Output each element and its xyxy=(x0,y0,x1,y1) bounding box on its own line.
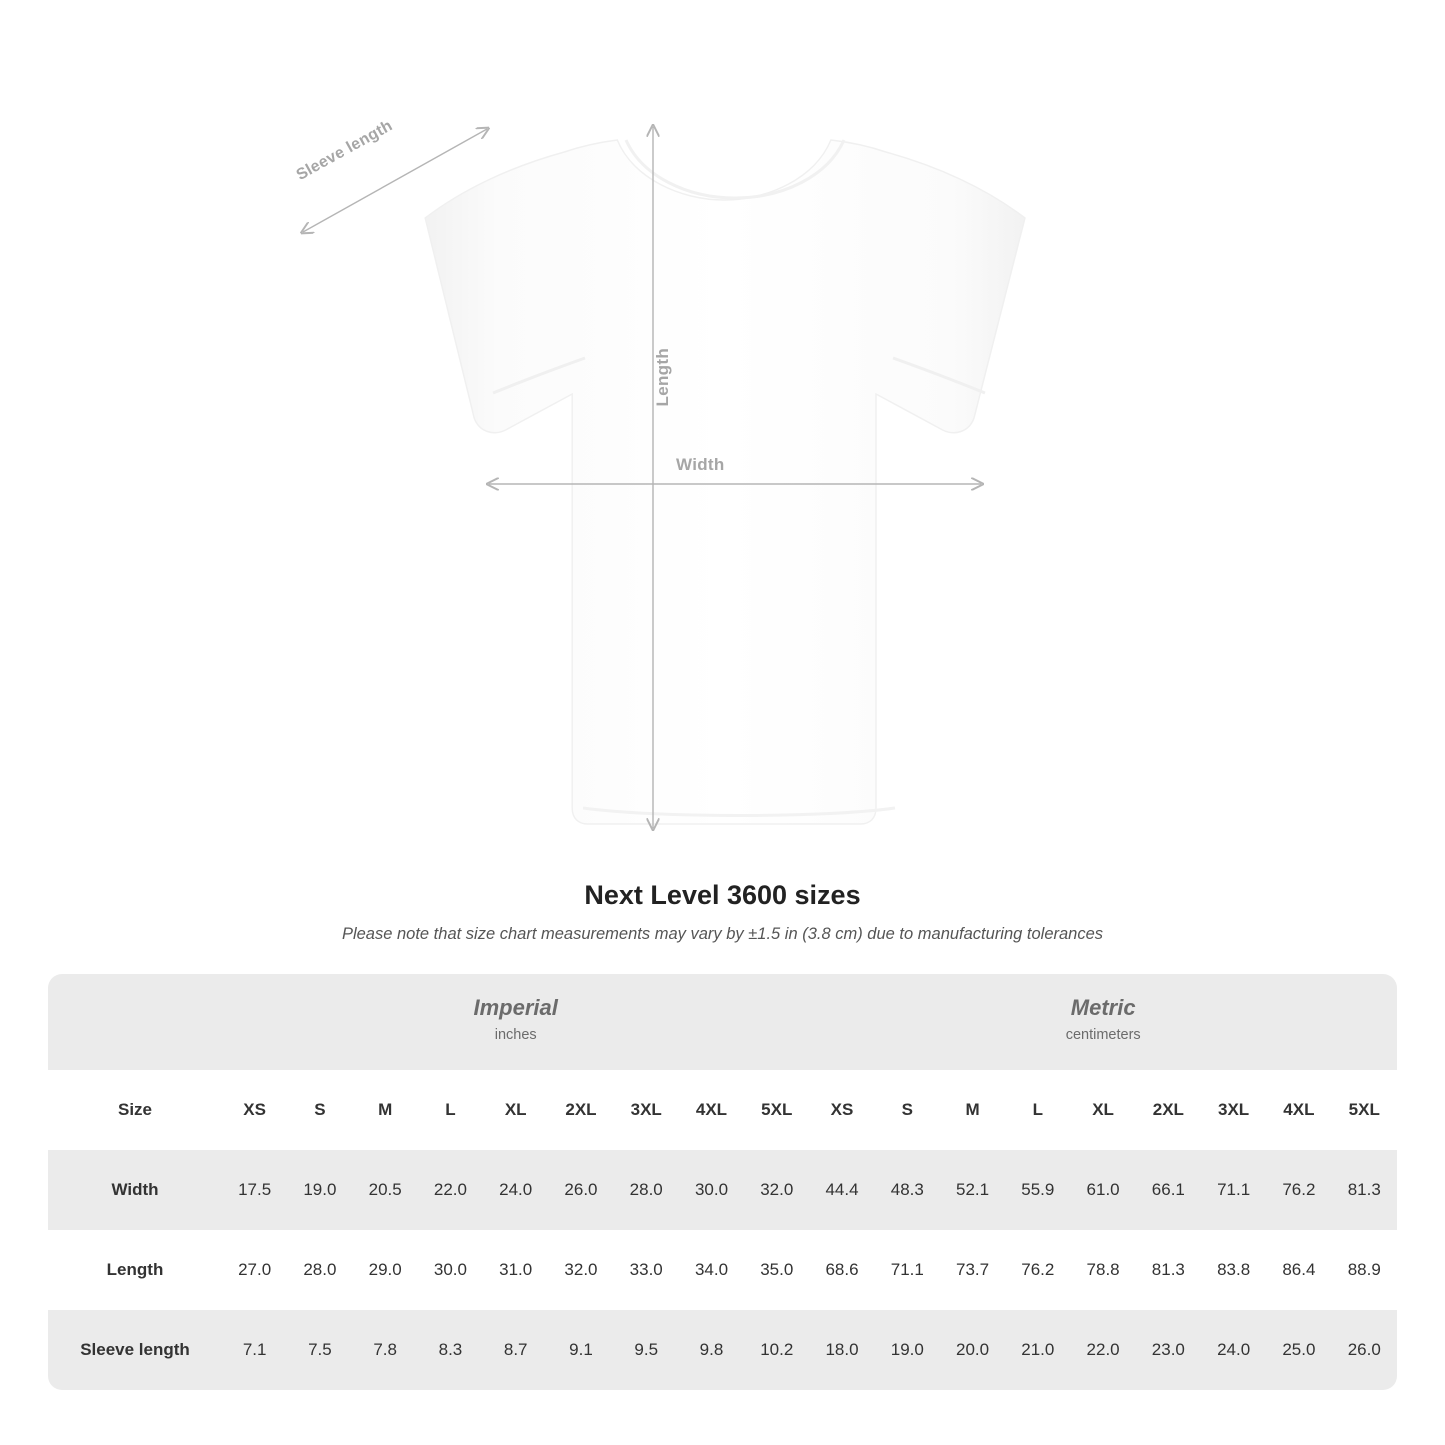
imperial-group-header xyxy=(222,974,809,1070)
width-label: Width xyxy=(676,455,725,474)
length-l-cm: 76.2 xyxy=(1005,1230,1070,1310)
width-2xl-cm: 66.1 xyxy=(1136,1150,1201,1230)
size-table-container xyxy=(48,974,1397,1390)
sleeve-5xl-cm: 26.0 xyxy=(1332,1310,1397,1390)
unit-header-spacer xyxy=(48,974,222,1070)
size-table xyxy=(48,974,1397,1390)
sleeve-4xl-cm: 25.0 xyxy=(1266,1310,1331,1390)
size-col-2xl-imp: 2XL xyxy=(548,1070,613,1150)
length-m-cm: 73.7 xyxy=(940,1230,1005,1310)
size-col-3xl-met: 3XL xyxy=(1201,1070,1266,1150)
sleeve-xs-in: 7.1 xyxy=(222,1310,287,1390)
length-xl-in: 31.0 xyxy=(483,1230,548,1310)
table-row xyxy=(48,1310,1397,1390)
row-label-width: Width xyxy=(48,1150,222,1230)
size-col-m-imp: M xyxy=(353,1070,418,1150)
size-col-s-met: S xyxy=(875,1070,940,1150)
metric-unit: centimeters xyxy=(1065,1026,1141,1043)
width-4xl-cm: 76.2 xyxy=(1266,1150,1331,1230)
size-col-xl-met: XL xyxy=(1070,1070,1135,1150)
sleeve-2xl-in: 9.1 xyxy=(548,1310,613,1390)
length-s-cm: 71.1 xyxy=(875,1230,940,1310)
imperial-label: Imperial xyxy=(473,995,558,1021)
sleeve-s-in: 7.5 xyxy=(287,1310,352,1390)
width-2xl-in: 26.0 xyxy=(548,1150,613,1230)
page-title: Next Level 3600 sizes xyxy=(584,880,861,910)
width-5xl-in: 32.0 xyxy=(744,1150,809,1230)
length-l-in: 30.0 xyxy=(418,1230,483,1310)
length-xs-in: 27.0 xyxy=(222,1230,287,1310)
sleeve-3xl-in: 9.5 xyxy=(614,1310,679,1390)
length-4xl-cm: 86.4 xyxy=(1266,1230,1331,1310)
width-3xl-cm: 71.1 xyxy=(1201,1150,1266,1230)
sleeve-xl-cm: 22.0 xyxy=(1070,1310,1135,1390)
size-col-3xl-imp: 3XL xyxy=(614,1070,679,1150)
sleeve-s-cm: 19.0 xyxy=(875,1310,940,1390)
length-2xl-in: 32.0 xyxy=(548,1230,613,1310)
length-m-in: 29.0 xyxy=(353,1230,418,1310)
length-label: Length xyxy=(653,348,672,407)
length-xl-cm: 78.8 xyxy=(1070,1230,1135,1310)
size-col-l-met: L xyxy=(1005,1070,1070,1150)
unit-header-row xyxy=(48,974,1397,1070)
size-col-2xl-met: 2XL xyxy=(1136,1070,1201,1150)
imperial-unit: inches xyxy=(494,1026,537,1043)
size-col-l-imp: L xyxy=(418,1070,483,1150)
width-l-cm: 55.9 xyxy=(1005,1150,1070,1230)
length-5xl-in: 35.0 xyxy=(744,1230,809,1310)
size-col-xl-imp: XL xyxy=(483,1070,548,1150)
length-xs-cm: 68.6 xyxy=(809,1230,874,1310)
sleeve-m-in: 7.8 xyxy=(353,1310,418,1390)
width-m-in: 20.5 xyxy=(353,1150,418,1230)
length-2xl-cm: 81.3 xyxy=(1136,1230,1201,1310)
size-col-xs-imp: XS xyxy=(222,1070,287,1150)
sleeve-m-cm: 20.0 xyxy=(940,1310,1005,1390)
width-l-in: 22.0 xyxy=(418,1150,483,1230)
size-col-s-imp: S xyxy=(287,1070,352,1150)
sleeve-3xl-cm: 24.0 xyxy=(1201,1310,1266,1390)
size-header-label: Size xyxy=(48,1070,222,1150)
width-3xl-in: 28.0 xyxy=(614,1150,679,1230)
size-col-5xl-imp: 5XL xyxy=(744,1070,809,1150)
width-xl-in: 24.0 xyxy=(483,1150,548,1230)
size-col-5xl-met: 5XL xyxy=(1332,1070,1397,1150)
width-xs-cm: 44.4 xyxy=(809,1150,874,1230)
width-s-in: 19.0 xyxy=(287,1150,352,1230)
sleeve-xs-cm: 18.0 xyxy=(809,1310,874,1390)
length-3xl-cm: 83.8 xyxy=(1201,1230,1266,1310)
length-3xl-in: 33.0 xyxy=(614,1230,679,1310)
width-4xl-in: 30.0 xyxy=(679,1150,744,1230)
width-5xl-cm: 81.3 xyxy=(1332,1150,1397,1230)
sleeve-xl-in: 8.7 xyxy=(483,1310,548,1390)
length-s-in: 28.0 xyxy=(287,1230,352,1310)
size-col-m-met: M xyxy=(940,1070,1005,1150)
size-header-row xyxy=(48,1070,1397,1150)
size-col-4xl-met: 4XL xyxy=(1266,1070,1331,1150)
sleeve-2xl-cm: 23.0 xyxy=(1136,1310,1201,1390)
table-row xyxy=(48,1150,1397,1230)
metric-label: Metric xyxy=(1070,995,1136,1021)
width-xs-in: 17.5 xyxy=(222,1150,287,1230)
sleeve-length-label: Sleeve length xyxy=(293,117,396,184)
sleeve-l-in: 8.3 xyxy=(418,1310,483,1390)
size-col-4xl-imp: 4XL xyxy=(679,1070,744,1150)
size-col-xs-met: XS xyxy=(809,1070,874,1150)
tolerance-note: Please note that size chart measurements may vary by ±1.5 in (3.8 cm) due to manufacturing tolerances xyxy=(341,925,1104,943)
width-m-cm: 52.1 xyxy=(940,1150,1005,1230)
table-row xyxy=(48,1230,1397,1310)
length-4xl-in: 34.0 xyxy=(679,1230,744,1310)
sleeve-4xl-in: 9.8 xyxy=(679,1310,744,1390)
metric-group-header xyxy=(809,974,1397,1070)
row-label-sleeve-length: Sleeve length xyxy=(48,1310,222,1390)
sleeve-l-cm: 21.0 xyxy=(1005,1310,1070,1390)
length-5xl-cm: 88.9 xyxy=(1332,1230,1397,1310)
width-s-cm: 48.3 xyxy=(875,1150,940,1230)
sleeve-5xl-in: 10.2 xyxy=(744,1310,809,1390)
width-xl-cm: 61.0 xyxy=(1070,1150,1135,1230)
row-label-length: Length xyxy=(48,1230,222,1310)
